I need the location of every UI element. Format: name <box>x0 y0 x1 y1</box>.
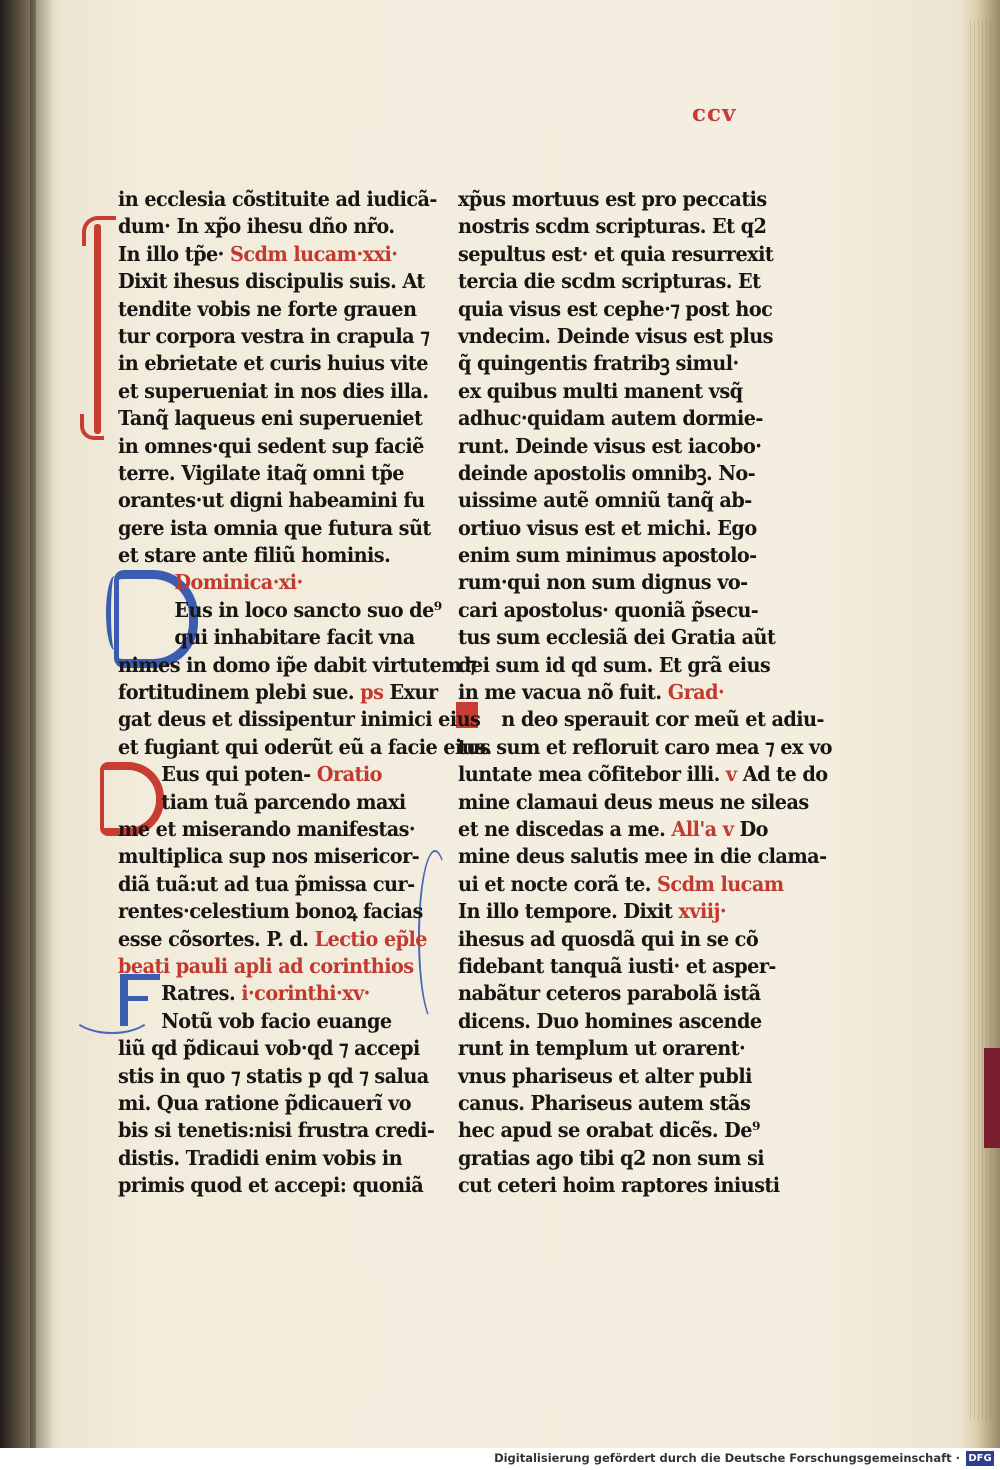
text-line <box>458 816 768 843</box>
text-line <box>458 734 832 761</box>
text-line <box>118 624 415 651</box>
text-line <box>458 350 740 377</box>
rubric-text: ps <box>354 680 384 705</box>
line-text: fortitudinem plebi sue. <box>118 680 355 705</box>
line-text: nostris scdm scripturas. Et q2 <box>458 214 767 239</box>
text-line <box>118 597 442 624</box>
rubric-text: Lectio ep̃le <box>308 926 428 951</box>
line-text: esse cõsortes. P. d. <box>118 926 309 951</box>
text-line <box>458 515 757 542</box>
text-line <box>118 980 400 1007</box>
line-text: et superueniat in nos dies illa. <box>118 378 429 403</box>
text-line <box>118 323 430 350</box>
text-line <box>458 871 784 898</box>
line-text: tercia die scdm scripturas. Et <box>458 269 761 294</box>
line-text: mine clamaui deus meus ne sileas <box>458 789 809 814</box>
line-text: xp̃us mortuus est pro peccatis <box>458 187 767 211</box>
line-text: ortiuo visus est et michi. Ego <box>458 515 757 540</box>
text-line <box>118 761 400 788</box>
text-line <box>118 871 415 898</box>
line-text: Eus qui poten- <box>161 762 311 787</box>
text-line <box>458 597 759 624</box>
text-line <box>458 1117 760 1144</box>
right-text-column <box>458 186 832 1199</box>
text-line <box>118 487 425 514</box>
text-line <box>118 926 428 953</box>
line-text: runt. Deinde visus est iacobo· <box>458 433 762 458</box>
text-line <box>118 1035 420 1062</box>
rubric-text: All'a v <box>665 816 734 841</box>
line-text: dum· In xp̃o ihesu dño nr̃o. <box>118 214 395 239</box>
line-text-after: Ad te do <box>736 762 828 787</box>
line-text: In illo tempore. Dixit <box>458 899 673 924</box>
footer-bar <box>0 1448 1000 1470</box>
text-line <box>118 241 400 268</box>
line-text: diã tuã:ut ad tua p̃missa cur- <box>118 871 415 896</box>
line-text: quia visus est cephe·⁊ post hoc <box>458 296 773 321</box>
dfg-logo: DFG <box>966 1451 994 1466</box>
line-text: qui inhabitare facit vna <box>174 625 415 650</box>
line-text: fidebant tanquã iusti· et asper- <box>458 953 776 978</box>
text-line <box>458 706 824 733</box>
line-text: mi. Qua ratione p̃dicauerĩ vo <box>118 1090 412 1115</box>
rubric-text: Grad· <box>661 680 725 705</box>
line-text: q̃ quingentis fratribꝫ simul· <box>458 351 739 376</box>
text-line <box>458 980 761 1007</box>
line-text: nimes in domo ip̃e dabit virtutem ⁊ <box>118 652 477 677</box>
line-text: n deo sperauit cor meũ et adiu- <box>501 707 824 732</box>
line-text: enim sum minimus apostolo- <box>458 543 757 568</box>
text-line <box>118 843 420 870</box>
line-text: gat deus et dissipentur inimici eius <box>118 707 481 732</box>
line-text: gratias ago tibi q2 non sum si <box>458 1145 765 1170</box>
text-line <box>118 789 406 816</box>
line-text: dicens. Duo homines ascende <box>458 1008 762 1033</box>
text-line <box>118 515 431 542</box>
text-line <box>458 433 762 460</box>
line-text: terre. Vigilate itaq̃ omni tp̃e <box>118 460 405 485</box>
line-text: ui et nocte corã te. <box>458 871 651 896</box>
line-text: liũ qd p̃dicaui vob·qd ⁊ accepi <box>118 1036 420 1061</box>
rubric-text: Scdm lucam·xxi· <box>223 241 398 266</box>
text-line <box>458 487 752 514</box>
text-line <box>458 405 763 432</box>
text-line <box>458 1145 765 1172</box>
text-line <box>118 1008 400 1035</box>
text-line <box>118 706 481 733</box>
text-line <box>458 241 774 268</box>
line-text: Dixit ihesus discipulis suis. At <box>118 269 425 294</box>
page-stack-edge <box>970 20 992 1420</box>
text-line <box>458 460 756 487</box>
line-text: in me vacua nõ fuit. <box>458 680 662 705</box>
line-text: hec apud se orabat dicẽs. De⁹ <box>458 1118 760 1143</box>
text-line <box>118 1090 412 1117</box>
line-text: Notũ vob facio euange <box>161 1008 392 1033</box>
line-text: tus sum et refloruit caro mea ⁊ ex vo <box>458 734 832 759</box>
text-line <box>118 816 416 843</box>
line-text: dei sum id qd sum. Et grã eius <box>458 652 771 677</box>
line-text: deinde apostolis omnibꝫ. No- <box>458 460 756 485</box>
line-text: In illo tp̃e· <box>118 241 224 266</box>
text-line <box>458 569 748 596</box>
line-text: Eus in loco sancto suo de⁹ <box>174 597 442 622</box>
rubric-text: Dominica·xi· <box>174 570 303 595</box>
line-text: multiplica sup nos misericor- <box>118 844 420 869</box>
text-line <box>118 460 405 487</box>
line-text-after: Exur <box>383 680 438 705</box>
text-line <box>118 569 400 596</box>
text-line <box>118 542 400 569</box>
folio-number: ccv <box>692 100 737 127</box>
text-line <box>118 679 438 706</box>
line-text: et ne discedas a me. <box>458 816 666 841</box>
line-text: rentes·celestium bonoꝝ facias <box>118 899 423 924</box>
line-text: Tanq̃ laqueus eni superueniet <box>118 406 423 431</box>
text-line <box>118 898 423 925</box>
text-line <box>458 898 740 925</box>
text-line <box>118 268 425 295</box>
bookmark-tab <box>984 1048 1000 1148</box>
left-text-column <box>118 186 492 1199</box>
line-text: et fugiant qui oderũt eũ a facie eius. <box>118 734 492 759</box>
text-line <box>118 652 477 679</box>
rubric-text: beati pauli apli ad corinthios <box>118 953 414 978</box>
text-line <box>458 926 759 953</box>
line-text: et stare ante filiũ hominis. <box>118 543 391 568</box>
line-text: mine deus salutis mee in die clama- <box>458 844 827 869</box>
line-text: cut ceteri hoim raptores iniusti <box>458 1173 780 1198</box>
line-text: tus sum ecclesiã dei Gratia aũt <box>458 625 776 650</box>
text-line <box>458 652 771 679</box>
rubric-text: Oratio <box>310 762 382 787</box>
text-line <box>458 268 761 295</box>
text-line <box>118 186 437 213</box>
text-line <box>118 433 424 460</box>
line-text: sepultus est· et quia resurrexit <box>458 241 774 266</box>
text-line <box>118 1117 435 1144</box>
text-line <box>458 843 827 870</box>
text-line <box>118 213 400 240</box>
line-text: distis. Tradidi enim vobis in <box>118 1145 403 1170</box>
rubric-text: xviij· <box>672 899 727 924</box>
text-line <box>458 679 740 706</box>
text-line <box>458 1035 746 1062</box>
line-text-after: Do <box>733 816 768 841</box>
line-text: uissime autẽ omniũ tanq̃ ab- <box>458 488 752 513</box>
line-text: orantes·ut digni habeamini fu <box>118 488 425 513</box>
line-text: canus. Phariseus autem stãs <box>458 1090 751 1115</box>
line-text: cari apostolus· quoniã p̃secu- <box>458 597 759 622</box>
text-line <box>458 542 757 569</box>
line-text: gere ista omnia que futura sũt <box>118 515 431 540</box>
text-line <box>458 761 828 788</box>
line-text: primis quod et accepi: quoniã <box>118 1173 424 1198</box>
text-line <box>458 1172 780 1199</box>
text-line <box>458 953 776 980</box>
text-line <box>118 1063 429 1090</box>
line-text: runt in templum ut orarent· <box>458 1036 746 1061</box>
text-line <box>118 734 492 761</box>
text-line <box>458 323 773 350</box>
gutter-shadow <box>30 0 54 1448</box>
line-text: Ratres. <box>161 981 236 1006</box>
line-text: nabãtur ceteros parabolã istã <box>458 981 761 1006</box>
text-line <box>118 1145 403 1172</box>
footer-credit: Digitalisierung gefördert durch die Deutsche Forschungsgemeinschaft · <box>494 1451 960 1465</box>
line-text: in ecclesia cõstituite ad iudicã- <box>118 187 437 211</box>
text-line <box>458 789 809 816</box>
text-line <box>118 1172 424 1199</box>
text-line <box>118 953 414 980</box>
text-line <box>458 624 776 651</box>
line-text: rum·qui non sum dignus vo- <box>458 570 748 595</box>
rubric-text: Scdm lucam <box>650 871 784 896</box>
text-line <box>458 213 767 240</box>
text-line <box>458 378 743 405</box>
line-text: tur corpora vestra in crapula ⁊ <box>118 323 430 348</box>
initial-i-red <box>80 214 116 440</box>
text-line <box>458 1090 751 1117</box>
line-text: in omnes·qui sedent sup faciẽ <box>118 433 424 458</box>
line-text: me et miserando manifestas· <box>118 816 416 841</box>
line-text: in ebrietate et curis huius vite <box>118 351 428 376</box>
text-line <box>118 296 417 323</box>
line-text: bis si tenetis:nisi frustra credi- <box>118 1118 435 1143</box>
rubric-text: i·corinthi·xv· <box>235 981 370 1006</box>
text-line <box>458 1008 762 1035</box>
text-line <box>458 296 773 323</box>
line-text: vnus phariseus et alter publi <box>458 1063 752 1088</box>
text-line <box>458 1063 752 1090</box>
text-line <box>118 378 429 405</box>
line-text: luntate mea cõfitebor illi. <box>458 762 720 787</box>
rubric-text: v <box>719 762 737 787</box>
line-text: ex quibus multi manent vsq̃ <box>458 378 743 403</box>
text-line <box>118 405 423 432</box>
line-text: adhuc·quidam autem dormie- <box>458 406 763 431</box>
line-text: vndecim. Deinde visus est plus <box>458 323 773 348</box>
text-line <box>118 350 428 377</box>
line-text: stis in quo ⁊ statis p qd ⁊ salua <box>118 1063 429 1088</box>
line-text: tiam tuã parcendo maxi <box>161 789 406 814</box>
line-text: ihesus ad quosdã qui in se cõ <box>458 926 759 951</box>
text-line <box>458 186 767 213</box>
line-text: tendite vobis ne forte grauen <box>118 296 417 321</box>
